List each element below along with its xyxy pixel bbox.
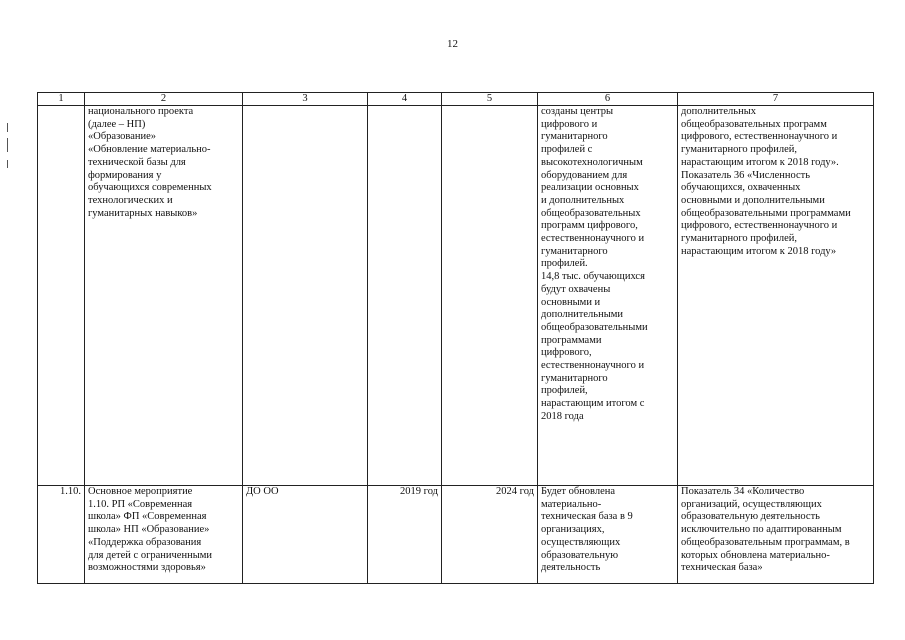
text-line: гуманитарного профилей, bbox=[681, 233, 797, 245]
text-line: общеобразовательным программам, в bbox=[681, 536, 850, 548]
text-line: профилей, bbox=[541, 385, 588, 397]
text-line: оборудованием для bbox=[541, 169, 628, 181]
text-line: 1.10. РП «Современная bbox=[88, 498, 193, 510]
text-line: общеобразовательными программами bbox=[681, 207, 851, 219]
executor-cell: ДО ОО bbox=[243, 486, 368, 584]
header-cell: 4 bbox=[368, 93, 442, 106]
measure-name-cell bbox=[85, 106, 243, 486]
text-line: для детей с ограниченными bbox=[88, 549, 213, 561]
indicator-cell bbox=[678, 486, 874, 584]
text-line: деятельность bbox=[541, 562, 601, 574]
table-row bbox=[38, 486, 874, 584]
text-line: профилей. bbox=[541, 258, 588, 270]
text-line: «Поддержка образования bbox=[88, 536, 202, 548]
text-line: гуманитарного bbox=[541, 131, 608, 143]
text-line: естественнонаучного и bbox=[541, 360, 645, 372]
header-cell: 1 bbox=[38, 93, 85, 106]
executor-cell bbox=[243, 106, 368, 486]
text-line: общеобразовательных bbox=[541, 207, 641, 219]
text-line: гуманитарного bbox=[541, 245, 608, 257]
text-line: созданы центры bbox=[541, 106, 614, 117]
text-line: основными и bbox=[541, 296, 601, 308]
text-line: техническая база» bbox=[681, 562, 763, 574]
text-line: школа» ФП «Современная bbox=[88, 511, 207, 523]
page-number: 12 bbox=[447, 38, 458, 50]
text-line: техническая база в 9 bbox=[541, 511, 633, 523]
text-line: нарастающим итогом к 2018 году». bbox=[681, 156, 839, 168]
end-date-cell bbox=[442, 106, 538, 486]
text-line: и дополнительных bbox=[541, 194, 625, 206]
text-line: Основное мероприятие bbox=[88, 486, 193, 497]
text-line: цифрового, bbox=[541, 347, 592, 359]
text-line: дополнительными bbox=[541, 309, 624, 321]
text-line: «Образование» bbox=[88, 131, 157, 143]
text-line: национального проекта bbox=[88, 106, 194, 117]
text-line: образовательную bbox=[541, 549, 619, 561]
text-line: дополнительных bbox=[681, 106, 757, 117]
indicator-cell bbox=[678, 106, 874, 486]
text-line: (далее – НП) bbox=[88, 118, 146, 130]
table-row bbox=[38, 106, 874, 486]
measures-table bbox=[37, 92, 874, 584]
margin-mark bbox=[7, 123, 8, 132]
header-cell: 3 bbox=[243, 93, 368, 106]
text-line: общеобразовательными bbox=[541, 321, 648, 333]
text-line: общеобразовательных программ bbox=[681, 118, 827, 130]
expected-result-cell bbox=[538, 486, 678, 584]
text-line: будут охвачены bbox=[541, 283, 611, 295]
text-line: реализации основных bbox=[541, 182, 639, 194]
text-line: осуществляющих bbox=[541, 536, 621, 548]
text-line: гуманитарных навыков» bbox=[88, 207, 198, 219]
text-line: гуманитарного профилей, bbox=[681, 144, 797, 156]
text-line: обучающихся современных bbox=[88, 182, 212, 194]
text-line: школа» НП «Образование» bbox=[88, 524, 210, 536]
text-line: возможностями здоровья» bbox=[88, 562, 206, 574]
row-number-cell: 1.10. bbox=[38, 486, 85, 584]
text-line: Показатель 36 «Численность bbox=[681, 169, 811, 181]
text-line: цифрового, естественнонаучного и bbox=[681, 220, 838, 232]
text-line: естественнонаучного и bbox=[541, 233, 645, 245]
header-cell: 5 bbox=[442, 93, 538, 106]
text-line: обучающихся, охваченных bbox=[681, 182, 801, 194]
margin-mark bbox=[7, 138, 8, 152]
start-date-cell bbox=[368, 106, 442, 486]
measure-name-cell bbox=[85, 486, 243, 584]
text-line: которых обновлена материально- bbox=[681, 549, 830, 561]
margin-mark bbox=[7, 160, 8, 168]
text-line: Показатель 34 «Количество bbox=[681, 486, 805, 497]
text-line: Будет обновлена bbox=[541, 486, 616, 497]
text-line: гуманитарного bbox=[541, 372, 608, 384]
text-line: нарастающим итогом к 2018 году» bbox=[681, 245, 837, 257]
text-line: организациях, bbox=[541, 524, 605, 536]
text-line: технологических и bbox=[88, 194, 173, 206]
row-number-cell bbox=[38, 106, 85, 486]
text-line: материально- bbox=[541, 498, 602, 510]
text-line: программ цифрового, bbox=[541, 220, 638, 232]
table-header-row bbox=[38, 93, 874, 106]
text-line: профилей с bbox=[541, 144, 593, 156]
start-date-cell: 2019 год bbox=[368, 486, 442, 584]
text-line: формирования у bbox=[88, 169, 162, 181]
text-line: высокотехнологичным bbox=[541, 156, 643, 168]
text-line: исключительно по адаптированным bbox=[681, 524, 842, 536]
header-cell: 2 bbox=[85, 93, 243, 106]
text-line: программами bbox=[541, 334, 602, 346]
text-line: цифрового и bbox=[541, 118, 598, 130]
header-cell: 6 bbox=[538, 93, 678, 106]
expected-result-cell bbox=[538, 106, 678, 486]
text-line: технической базы для bbox=[88, 156, 186, 168]
text-line: «Обновление материально- bbox=[88, 144, 211, 156]
text-line: цифрового, естественнонаучного и bbox=[681, 131, 838, 143]
text-line: 2018 года bbox=[541, 410, 584, 422]
header-cell: 7 bbox=[678, 93, 874, 106]
end-date-cell: 2024 год bbox=[442, 486, 538, 584]
text-line: 14,8 тыс. обучающихся bbox=[541, 271, 645, 283]
text-line: образовательную деятельность bbox=[681, 511, 820, 523]
text-line: нарастающим итогом с bbox=[541, 398, 645, 410]
text-line: организаций, осуществляющих bbox=[681, 498, 822, 510]
text-line: основными и дополнительными bbox=[681, 194, 825, 206]
